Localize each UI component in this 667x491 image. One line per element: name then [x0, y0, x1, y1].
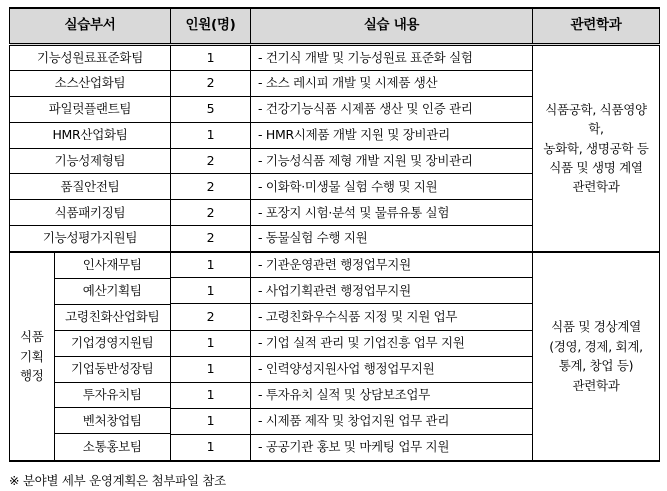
header-content: 실습 내용: [251, 8, 533, 45]
group-label-line: 기획: [19, 348, 44, 364]
num-cell: 2: [171, 174, 251, 200]
content-cell: - 투자유치 실적 및 상담보조업무: [251, 382, 533, 408]
dept-cell: 기업경영지원팀: [54, 330, 170, 356]
header-num: 인원(명): [171, 8, 251, 45]
group-inner-table: [10, 253, 170, 460]
content-cell: - 인력양성지원사업 행정업무지원: [251, 356, 533, 382]
num-cell: 1: [171, 45, 251, 71]
group-label-line: 행정: [19, 367, 44, 383]
content-cell: - 포장지 시험·분석 및 물류유통 실험: [251, 200, 533, 226]
dept-cell: 기능성평가지원팀: [10, 226, 171, 252]
major-line: 식품 및 경상계열: [551, 319, 641, 335]
major-line: (경영, 경제, 회계,: [549, 338, 643, 354]
num-cell: 5: [171, 96, 251, 122]
content-cell: - 공공기관 홍보 및 마케팅 업무 지원: [251, 435, 533, 461]
major-cell-group2: [533, 252, 660, 461]
table-row: [10, 252, 660, 278]
dept-cell: 기업동반성장팀: [54, 356, 170, 382]
major-line: 식품공학, 식품영양학,: [545, 101, 647, 137]
group-cell: [10, 252, 171, 461]
content-cell: - 동물실험 수행 지원: [251, 226, 533, 252]
content-cell: - 기업 실적 관리 및 기업진흥 업무 지원: [251, 330, 533, 356]
major-line: 식품 및 생명 계열: [549, 160, 643, 175]
major-line: 통계, 창업 등): [558, 358, 634, 374]
num-cell: 1: [171, 330, 251, 356]
content-cell: - HMR시제품 개발 지원 및 장비관리: [251, 122, 533, 148]
num-cell: 1: [171, 252, 251, 278]
dept-cell: 소스산업화팀: [10, 70, 171, 96]
content-cell: - 시제품 제작 및 창업지원 업무 관리: [251, 408, 533, 434]
dept-cell: 소통홍보팀: [54, 434, 170, 460]
table-header-row: [10, 8, 660, 45]
content-cell: - 기관운영관련 행정업무지원: [251, 252, 533, 278]
content-cell: - 이화학·미생물 실험 수행 및 지원: [251, 174, 533, 200]
num-cell: 2: [171, 226, 251, 252]
group-label-line: 식품: [19, 329, 44, 345]
dept-cell: HMR산업화팀: [10, 122, 171, 148]
dept-cell: 예산기획팀: [54, 279, 170, 305]
group-label: [10, 253, 54, 460]
dept-cell: 기능성제형팀: [10, 148, 171, 174]
major-line: 관련학과: [572, 179, 620, 195]
num-cell: 1: [171, 278, 251, 304]
num-cell: 2: [171, 200, 251, 226]
num-cell: 2: [171, 304, 251, 330]
dept-cell: 파일럿플랜트팀: [10, 96, 171, 122]
num-cell: 1: [171, 382, 251, 408]
table-row: [10, 45, 660, 71]
num-cell: 1: [171, 122, 251, 148]
footnote: ※ 분야별 세부 운영계획은 첨부파일 참조: [9, 473, 226, 488]
num-cell: 1: [171, 435, 251, 461]
dept-cell: 벤처창업팀: [54, 408, 170, 434]
content-cell: - 소스 레시피 개발 및 시제품 생산: [251, 70, 533, 96]
dept-cell: 고령친화산업화팀: [54, 304, 170, 330]
dept-cell: 투자유치팀: [54, 382, 170, 408]
major-line: 관련학과: [572, 377, 620, 393]
num-cell: 2: [171, 148, 251, 174]
header-major: 관련학과: [533, 8, 660, 45]
dept-cell: 식품패키징팀: [10, 200, 171, 226]
dept-cell: 기능성원료표준화팀: [10, 45, 171, 71]
dept-cell: 인사재무팀: [82, 257, 142, 273]
content-cell: - 사업기획관련 행정업무지원: [251, 278, 533, 304]
num-cell: 1: [171, 408, 251, 434]
content-cell: - 기능성식품 제형 개발 지원 및 장비관리: [251, 148, 533, 174]
num-cell: 2: [171, 70, 251, 96]
major-cell-group1: [533, 45, 660, 252]
dept-cell: 품질안전팀: [10, 174, 171, 200]
training-table: [9, 7, 660, 462]
num-cell: 1: [171, 356, 251, 382]
content-cell: - 건강기능식품 시제품 생산 및 인증 관리: [251, 96, 533, 122]
content-cell: - 건기식 개발 및 기능성원료 표준화 실험: [251, 45, 533, 71]
content-cell: - 고령친화우수식품 지정 및 지원 업무: [251, 304, 533, 330]
header-dept: 실습부서: [10, 8, 171, 45]
training-table-container: [9, 7, 659, 462]
major-line: 농화학, 생명공학 등: [543, 140, 649, 156]
